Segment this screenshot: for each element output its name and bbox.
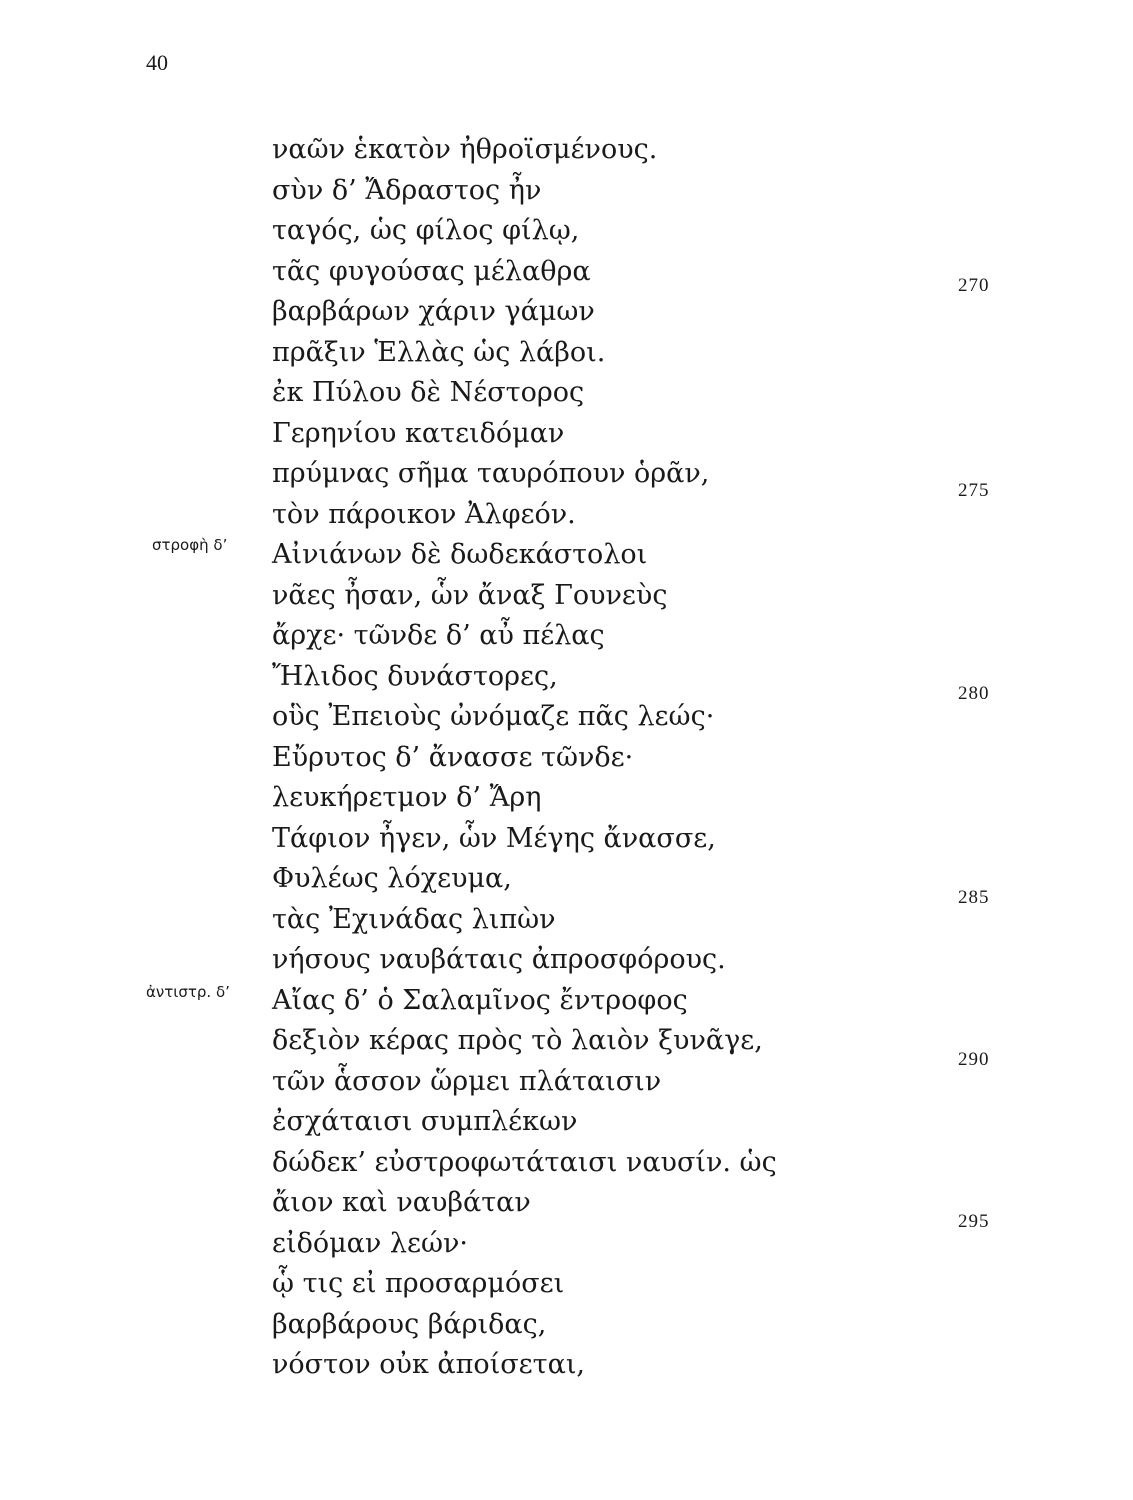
verse-line: τᾶς φυγούσας μέλαθρα [272,255,591,287]
verse-line: Φυλέως λόχευμα, [272,863,512,894]
line-number: 275 [958,480,990,501]
verse-line: Γερηνίου κατειδόμαν [272,417,565,449]
verse-line: ἄιον καὶ ναυβάταν [272,1187,531,1218]
verse-line: νᾶες ἦσαν, ὧν ἄναξ Γουνεὺς [272,579,668,611]
verse-line: νήσους ναυβάταις ἀπροσφόρους. [272,944,726,975]
verse-line: ναῶν ἑκατὸν ἠθροϊσμένους. [272,134,658,165]
verse-line: λευκήρετμον δ’ Ἄρη [272,782,542,813]
verse-line: Αἴας δ’ ὁ Σαλαμῖνος ἔντροφος [272,984,688,1016]
verse-line: ταγός, ὡς φίλος φίλῳ, [272,215,580,246]
line-number: 270 [958,275,990,296]
verse-block [272,130,892,1386]
verse-line: Εὔρυτος δ’ ἄνασσε τῶνδε· [272,741,634,773]
verse-line: σὺν δ’ Ἄδραστος ἦν [272,174,542,206]
strophe-label: στροφὴ δ’ [152,536,228,554]
line-number: 295 [958,1211,990,1232]
verse-line: δώδεκ’ εὐστροφωτάταισι ναυσίν. ὡς [272,1146,777,1178]
verse-line: πρύμνας σῆμα ταυρόπουν ὁρᾶν, [272,458,710,489]
line-number: 285 [958,887,990,908]
verse-line: βαρβάρων χάριν γάμων [272,296,595,327]
verse-line: εἰδόμαν λεών· [272,1227,468,1259]
verse-line: τὰς Ἐχινάδας λιπὼν [272,903,556,935]
verse-line: ἐσχάταισι συμπλέκων [272,1106,578,1137]
verse-line: Τάφιον ἦγεν, ὧν Μέγης ἄνασσε, [272,822,716,854]
verse-line: οὓς Ἐπειοὺς ὠνόμαζε πᾶς λεώς· [272,701,715,732]
verse-line: Αἰνιάνων δὲ δωδεκάστολοι [272,539,648,570]
verse-line: ἐκ Πύλου δὲ Νέστορος [272,377,585,408]
verse-line: νόστον οὐκ ἀποίσεται, [272,1349,585,1380]
line-number: 280 [958,683,990,704]
verse-line: Ἤλιδος δυνάστορες, [272,660,558,692]
verse-line: τὸν πάροικον Ἀλφεόν. [272,498,576,530]
verse-line: πρᾶξιν Ἑλλὰς ὡς λάβοι. [272,336,606,368]
antistrophe-label: ἀντιστρ. δ’ [146,983,230,1001]
verse-line: δεξιὸν κέρας πρὸς τὸ λαιὸν ξυνᾶγε, [272,1025,763,1056]
verse-line: βαρβάρους βάριδας, [272,1308,547,1340]
page-number: 40 [146,50,168,75]
verse-line: ἄρχε· τῶνδε δ’ αὖ πέλας [272,620,605,651]
verse-line: τῶν ἇσσον ὥρμει πλάταισιν [272,1065,662,1097]
line-number: 290 [958,1049,990,1070]
verse-line: ᾧ τις εἰ προσαρμόσει [272,1268,565,1299]
